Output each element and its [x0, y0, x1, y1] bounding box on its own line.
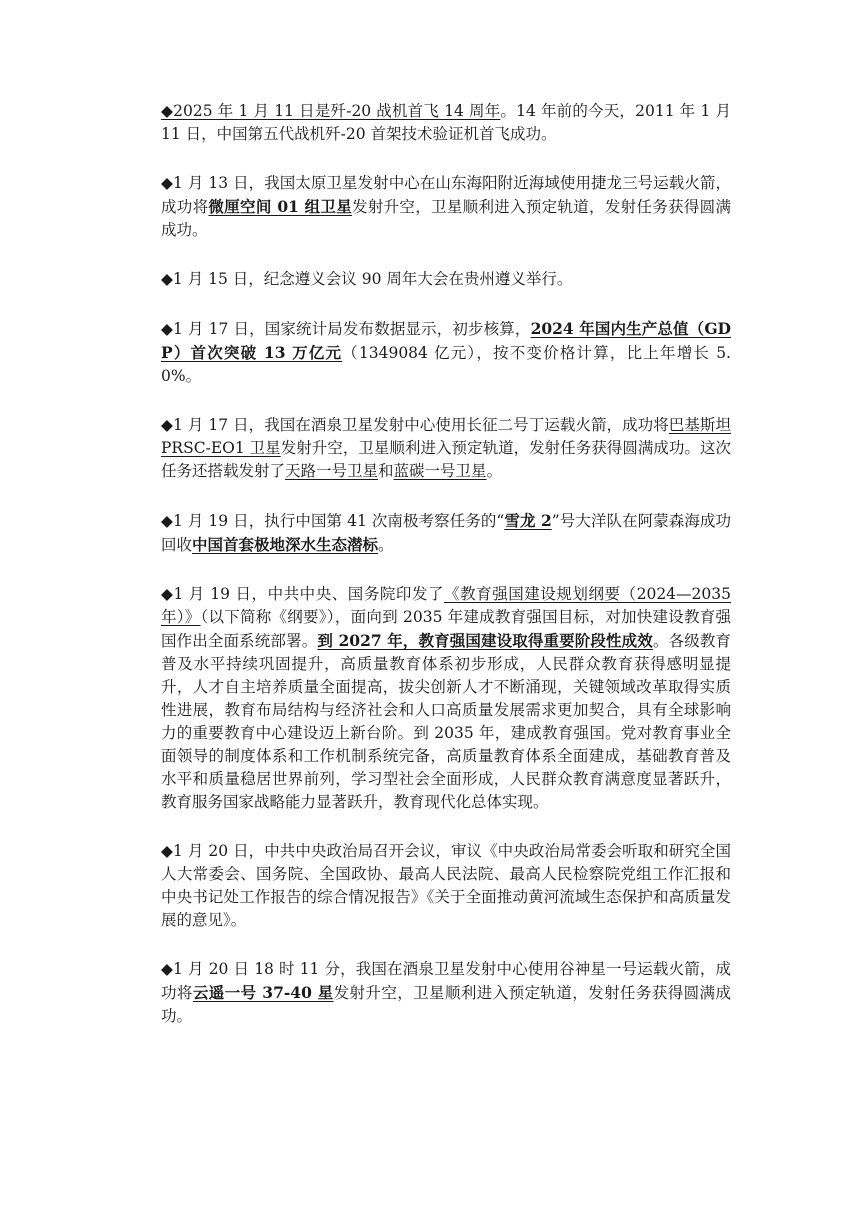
text-segment: ◆1 月 15 日，纪念遵义会议 90 周年大会在贵州遵义举行。: [161, 270, 573, 288]
text-segment: ”号大洋队在阿蒙森海成功回收: [161, 512, 731, 554]
highlighted-keyword: 2024 年国内生产总值（GDP）首次突破 13 万亿元: [161, 319, 732, 362]
text-segment: ◆1 月 17 日，国家统计局发布数据显示，初步核算，: [161, 320, 531, 338]
underlined-text: 《教育强国建设规划纲要（2024—2035 年）》: [161, 585, 731, 626]
text-segment: 发射升空，卫星顺利进入预定轨道，发射任务获得圆满成功。: [161, 984, 731, 1025]
news-item: [161, 100, 731, 146]
news-item: [161, 414, 731, 483]
text-segment: 发射升空，卫星顺利进入预定轨道，发射任务获得圆满成功。: [161, 198, 731, 239]
underlined-text: 天路一号卫星: [285, 462, 379, 480]
text-segment: ◆1 月 19 日，中共中央、国务院印发了: [161, 585, 445, 603]
text-segment: 。各级教育普及水平持续巩固提升，高质量教育体系初步形成，人民群众教育获得感明显提升，人才自主培养质量全面提高，拔尖创新人才不断涌现，关键领域改革取得实质性进展，教育布局结构与经济社会和人口高质量发展需求更加契合，具有全球影响力的重要教育中心建设迈上新台阶。到 2035 年，建成教育强国。党对教育事业全面领导的制度体系和工作机制系统完备，高质量教育体系全面建成，基础教育普及水平和质量稳居世界前列，学习型社会全面形成，人民群众教育满意度显著跃升，教育服务国家战略能力显著跃升，教育现代化总体实现。: [161, 632, 731, 811]
highlighted-keyword: 云遥一号 37-40 星: [192, 983, 334, 1002]
news-item: [161, 840, 731, 932]
news-item: [161, 172, 731, 242]
news-item: [161, 958, 731, 1028]
text-segment: ◆1 月 20 日 18 时 11 分，我国在酒泉卫星发射中心使用谷神星一号运载火箭，成功将: [161, 960, 731, 1002]
highlighted-keyword: 中国首套极地深水生态潜标: [192, 535, 379, 554]
text-segment: 发射升空，卫星顺利进入预定轨道，发射任务获得圆满成功。这次任务还搭载发射了: [161, 439, 731, 480]
text-segment: 。: [486, 462, 503, 480]
news-item: [161, 317, 731, 388]
text-segment: ◆1 月 17 日，我国在酒泉卫星发射中心使用长征二号丁运载火箭，成功将: [161, 416, 669, 434]
text-segment: ◆1 月 20 日，中共中央政治局召开会议，审议《中央政治局常委会听取和研究全国人大常委会、国务院、全国政协、最高人民法院、最高人民检察院党组工作汇报和中央书记处工作报告的综合情况报告》《关于全面推动黄河流域生态保护和高质量发展的意见》。: [161, 842, 731, 929]
underlined-text: 巴基斯坦 PRSC-EO1 卫星: [161, 416, 731, 457]
text-segment: 和: [378, 462, 394, 480]
text-segment: 。14 年前的今天，2011 年 1 月 11 日，中国第五代战机歼-20 首架技术验证机首飞成功。: [161, 102, 731, 143]
document-body: [161, 100, 731, 1054]
text-segment: 。: [378, 536, 394, 554]
news-item: [161, 268, 731, 291]
highlighted-keyword: 到 2027 年，教育强国建设取得重要阶段性成效: [317, 631, 653, 650]
text-segment: （以下简称《纲要》），面向到 2035 年建成教育强国目标，对加快建设教育强国作出全面系统部署。: [161, 608, 731, 650]
text-segment: ◆1 月 19 日，执行中国第 41 次南极考察任务的“: [161, 512, 505, 530]
news-item: [161, 509, 731, 557]
highlighted-keyword: 微厘空间 01 组卫星: [208, 197, 353, 216]
text-segment: ◆1 月 13 日，我国太原卫星发射中心在山东海阳附近海域使用捷龙三号运载火箭，成功将: [161, 174, 731, 216]
highlighted-keyword: 雪龙 2: [504, 511, 552, 530]
underlined-text: ◆2025 年 1 月 11 日是歼-20 战机首飞 14 周年: [161, 102, 501, 120]
news-item: [161, 583, 731, 814]
underlined-text: 蓝碳一号卫星: [393, 462, 487, 480]
text-segment: （1349084 亿元），按不变价格计算，比上年增长 5.0%。: [161, 344, 731, 385]
